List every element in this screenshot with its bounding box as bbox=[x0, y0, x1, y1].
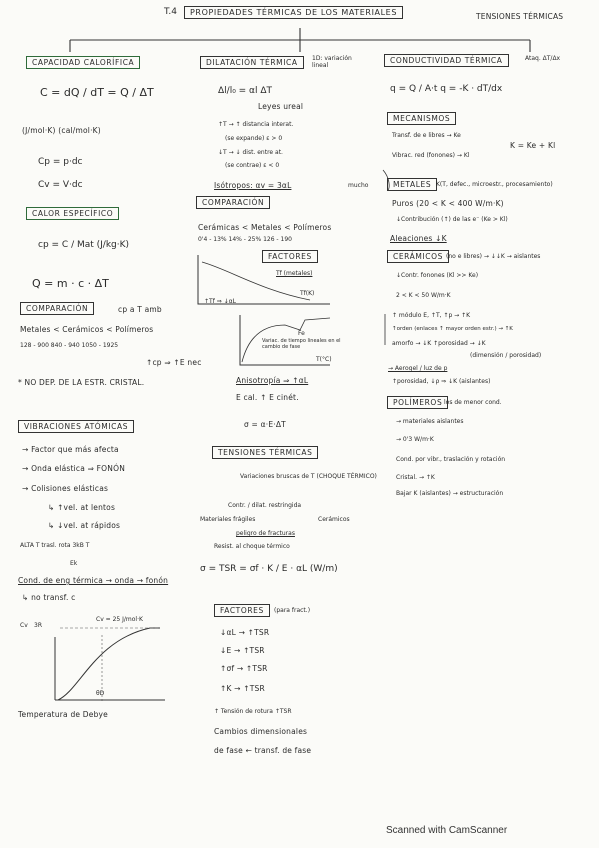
comparison-note: cp a T amb bbox=[118, 305, 162, 314]
polimeros-note: los de menor cond. bbox=[444, 399, 502, 406]
tsr-formula: σ = TSR = σf · K / E · αL (W/m) bbox=[200, 564, 338, 574]
polimeros-title: POLÍMEROS bbox=[387, 396, 448, 409]
ceramicos-title: CERÁMICOS bbox=[387, 250, 449, 263]
pol-line-2: → 0'3 W/m·K bbox=[396, 436, 434, 443]
comparison-values-2: 0'4 - 13% 14% - 25% 126 - 190 bbox=[198, 236, 292, 243]
cp-formula: Cp = p·dc bbox=[38, 157, 83, 167]
mecanismos-title: MECANISMOS bbox=[387, 112, 456, 125]
vib-line-2: → Onda elástica ⇒ FONÓN bbox=[22, 464, 126, 473]
vib-line-5: ↳ ↓vel. at rápidos bbox=[48, 521, 121, 530]
pol-line-1: → materiales aislantes bbox=[396, 418, 464, 425]
cer-line-6: (dimensión / porosidad) bbox=[470, 352, 542, 359]
cond-energy-note-2: ↳ no transf. c bbox=[22, 593, 76, 602]
conductividad-side: Ataq. ΔT/Δx bbox=[525, 55, 561, 62]
chapter-number: T.4 bbox=[164, 7, 178, 17]
conductividad-title: CONDUCTIVIDAD TÉRMICA bbox=[384, 54, 509, 67]
alta-t-note: ALTA T trasl. rota 3kB T bbox=[20, 542, 90, 549]
ten-line-3: Materiales frágiles bbox=[200, 516, 256, 523]
conductividad-formula: q = Q / A·t q = -K · dT/dx bbox=[390, 84, 503, 94]
comparison-values: 128 - 900 840 - 940 1050 - 1925 bbox=[20, 342, 119, 349]
cer-line-5: amorfo → ↓K ↑porosidad → ↓K bbox=[392, 340, 486, 347]
ten-line-2: Contr. / dilat. restringida bbox=[228, 502, 302, 509]
dil-line-4: (se contrae) ε < 0 bbox=[225, 162, 280, 169]
cambios-dim-note: Cambios dimensionales bbox=[214, 727, 308, 736]
graph-3r-label: 3R bbox=[34, 622, 42, 629]
metales-note: K(T, defec., microestr., procesamiento) bbox=[436, 181, 553, 188]
cer-line-4: ↑orden (enlaces ↑ mayor orden estr.) → ↑K bbox=[392, 326, 513, 332]
cp-energy-note: ↑cp ⇒ ↑E nec bbox=[146, 358, 202, 367]
pol-line-5: Bajar K (aislantes) → estructuración bbox=[396, 490, 504, 497]
ten-line-6: Resist. al choque térmico bbox=[214, 543, 290, 550]
dilatacion-title: DILATACIÓN TÉRMICA bbox=[200, 56, 304, 69]
anisotropia-note: Anisotropía ⇒ ↑αL bbox=[236, 376, 309, 385]
cer-line-7: → Aerogel / luz de p bbox=[388, 365, 448, 372]
capacity-units: (J/mol·K) (cal/mol·K) bbox=[22, 126, 101, 135]
tensiones-title: TENSIONES TÉRMICAS bbox=[212, 446, 318, 459]
factores-title-2: FACTORES bbox=[214, 604, 270, 617]
tf-alpha-note: ↑Tf ⇒ ↓αL bbox=[204, 298, 236, 305]
cv-formula: Cv = V·dc bbox=[38, 180, 83, 190]
dil-line-1: ↑T → ↑ distancia interat. bbox=[218, 121, 294, 128]
specific-heat-formula: cp = C / Mat (J/kg·K) bbox=[38, 240, 130, 250]
pol-line-4: Cristal. → ↑K bbox=[396, 474, 435, 481]
tf-k-label: Tf(K) bbox=[300, 290, 315, 297]
comparacion-title-1: COMPARACIÓN bbox=[20, 302, 94, 315]
graph-y-axis-label: Cv bbox=[20, 622, 28, 629]
title-side-note: TENSIONES TÉRMICAS bbox=[476, 12, 564, 21]
comparacion-title-2: COMPARACIÓN bbox=[196, 196, 270, 209]
calor-especifico-title: CALOR ESPECÍFICO bbox=[26, 207, 119, 220]
factores-note: (para fract.) bbox=[274, 607, 311, 614]
metales-side-note: mucho bbox=[348, 182, 369, 189]
mec-line-1: Transf. de e libres → Ke bbox=[392, 132, 461, 139]
capacity-formula: C = dQ / dT = Q / ΔT bbox=[40, 86, 154, 99]
dil-line-2: (se expande) ε > 0 bbox=[225, 135, 283, 142]
vibraciones-title: VIBRACIONES ATÓMICAS bbox=[18, 420, 134, 433]
page-title: PROPIEDADES TÉRMICAS DE LOS MATERIALES bbox=[184, 6, 403, 19]
met-line-2: ↓Contribución (↑) de las e⁻ (Ke > Kl) bbox=[396, 216, 508, 223]
fase-note: de fase ← transf. de fase bbox=[214, 746, 312, 755]
ten-line-4: Cerámicos bbox=[318, 516, 350, 523]
factor-3: ↑σf → ↑TSR bbox=[220, 664, 268, 673]
cer-line-1: ↓Contr. fonones (Kl >> Ke) bbox=[396, 272, 479, 279]
fase-curve-note: Variac. de tiempo lineales en el cambio de fase bbox=[262, 338, 341, 350]
vib-line-1: → Factor que más afecta bbox=[22, 445, 119, 454]
cer-line-2: 2 < K < 50 W/m·K bbox=[396, 292, 451, 299]
factor-1: ↓αL → ↑TSR bbox=[220, 628, 270, 637]
factor-2: ↓E → ↑TSR bbox=[220, 646, 265, 655]
debye-caption: Temperatura de Debye bbox=[18, 710, 109, 719]
cer-line-3: ↑ módulo E, ↑T, ↑p → ↑K bbox=[392, 312, 471, 319]
tf-metales-note: Tf (metales) bbox=[276, 270, 313, 277]
heat-formula: Q = m · c · ΔT bbox=[32, 277, 109, 290]
factores-title-1: FACTORES bbox=[262, 250, 318, 263]
met-line-3: Aleaciones ↓K bbox=[390, 234, 447, 243]
metales-title: METALES bbox=[387, 178, 437, 191]
no-dep-note: * NO DEP. DE LA ESTR. CRISTAL. bbox=[18, 378, 145, 387]
mec-line-2: Vibrac. red (fonones) → Kl bbox=[392, 152, 470, 159]
t-c-label: T(°C) bbox=[316, 356, 332, 363]
vib-line-4: ↳ ↑vel. at lentos bbox=[48, 503, 116, 512]
dilatacion-side-note: 1D: variación lineal bbox=[312, 55, 352, 69]
cond-energy-note: Cond. de eng térmica → onda → fonón bbox=[18, 576, 169, 585]
capacidad-calorifica-title: CAPACIDAD CALORÍFICA bbox=[26, 56, 140, 69]
ten-line-1: Variaciones bruscas de T (CHOQUE TÉRMICO) bbox=[240, 473, 377, 480]
mec-sum: K = Ke + Kl bbox=[510, 141, 556, 150]
vib-line-3: → Colisiones elásticas bbox=[22, 484, 109, 493]
isotropos-note: Isótropos: αv = 3αL bbox=[214, 181, 292, 190]
graph-theta-label: θD bbox=[96, 690, 105, 697]
ceramicos-note: (no e libres) → ↓↓K → aislantes bbox=[446, 253, 541, 260]
cer-line-8: ↑porosidad, ↓ρ ⇒ ↓K (aislantes) bbox=[392, 378, 491, 385]
dil-line-3: ↓T → ↓ dist. entre at. bbox=[218, 149, 283, 156]
scanner-watermark: Scanned with CamScanner bbox=[386, 825, 508, 836]
graph-cv-label: Cv = 25 J/mol·K bbox=[96, 616, 143, 623]
stress-note: σ = α·E·ΔT bbox=[244, 420, 286, 429]
ecal-note: E cal. ↑ E cinét. bbox=[236, 393, 299, 402]
met-line-1: Puros (20 < K < 400 W/m·K) bbox=[392, 199, 504, 208]
pol-line-3: Cond. por vibr., traslación y rotación bbox=[396, 456, 506, 463]
ten-line-5: peligro de fracturas bbox=[236, 530, 295, 537]
ley-note: Leyes ureal bbox=[258, 102, 304, 111]
factor-4: ↑K → ↑TSR bbox=[220, 684, 265, 693]
comparison-order: Metales < Cerámicos < Polímeros bbox=[20, 325, 154, 334]
ek-note: Ek bbox=[70, 560, 78, 567]
dilatacion-formula: Δl/l₀ = αl ΔT bbox=[218, 86, 273, 96]
comparison-order-2: Cerámicas < Metales < Polímeros bbox=[198, 223, 332, 232]
tension-rotura-note: ↑ Tensión de rotura ↑TSR bbox=[214, 708, 292, 715]
fe-label: Fe bbox=[298, 330, 305, 337]
